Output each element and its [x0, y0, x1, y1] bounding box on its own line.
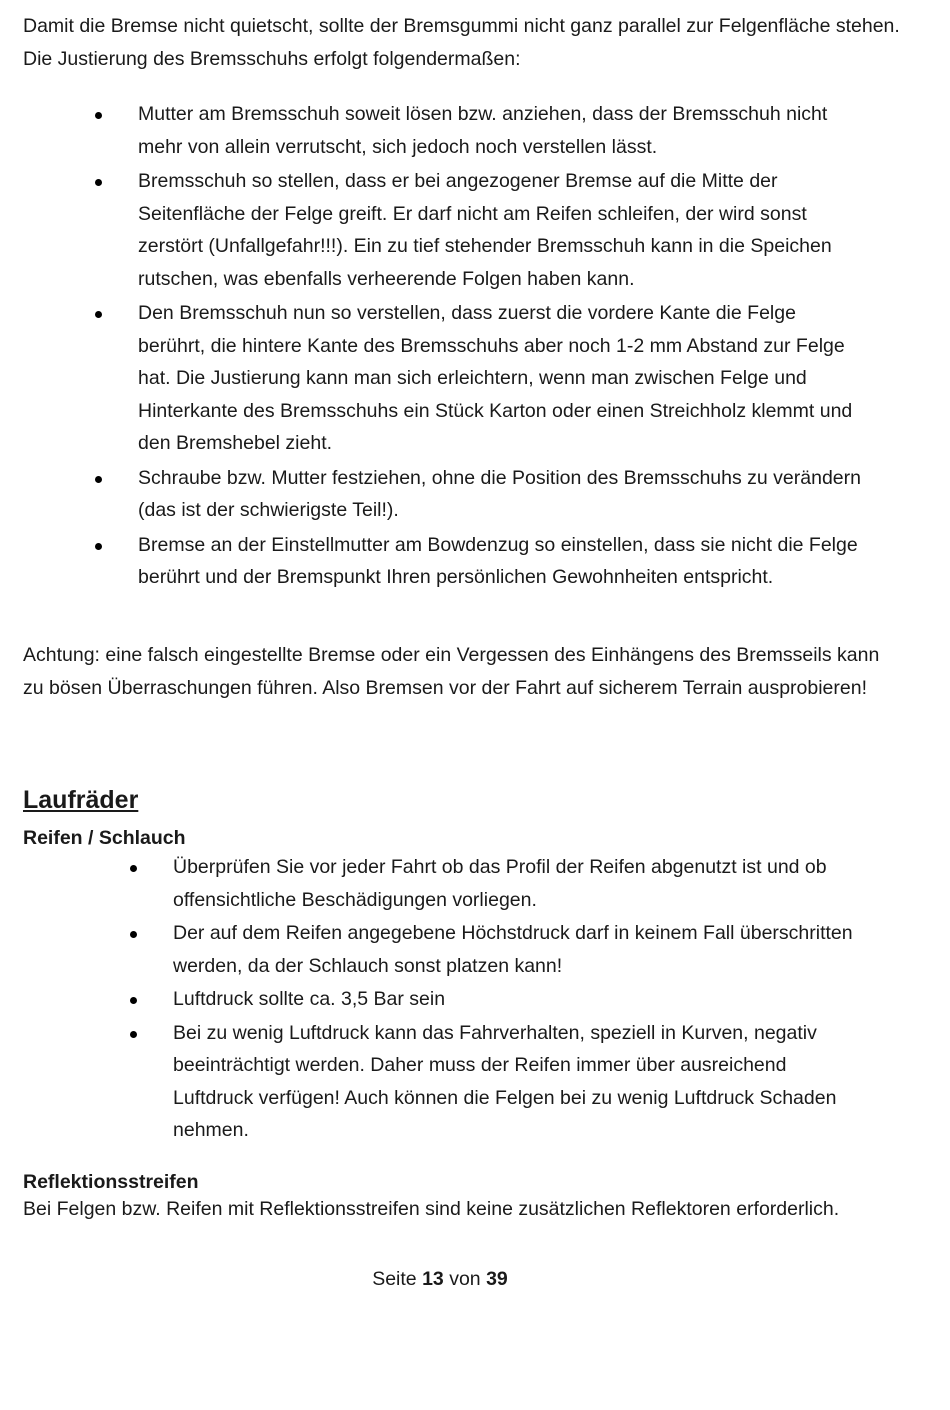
bullet-icon: [130, 931, 137, 938]
list-item: [173, 917, 853, 982]
bullet-icon: [95, 311, 102, 318]
list-item: [138, 462, 863, 527]
list-item-text: Bei zu wenig Luftdruck kann das Fahrverhalten, speziell in Kurven, negativ beeinträchtigt werden. Daher muss der Reifen immer über ausreichend Luftdruck verfügen! Auch können die Felgen bei zu wenig Luftdruck Schaden nehmen.: [173, 1021, 837, 1141]
list-item: [138, 529, 863, 594]
list-item-text: Bremsschuh so stellen, dass er bei angezogener Bremse auf die Mitte der Seitenfläche der Felge greift. Er darf nicht am Reifen schleifen, der wird sonst zerstört (Unfallgefahr!!!). Ein zu tief stehender Bremsschuh kann in die Speichen rutschen, was ebenfalls verheerende Folgen haben kann.: [138, 170, 832, 290]
list-item-text: Schraube bzw. Mutter festziehen, ohne die Position des Bremsschuhs zu verändern (das ist der schwierigste Teil!).: [138, 466, 861, 521]
footer-middle: von: [449, 1268, 481, 1290]
list-item-text: Mutter am Bremsschuh soweit lösen bzw. anziehen, dass der Bremsschuh nicht mehr von allein verrutscht, sich jedoch noch verstellen lässt.: [138, 103, 828, 158]
tyre-check-list: [173, 851, 853, 1148]
footer-page-number: 13: [422, 1268, 444, 1290]
bullet-icon: [95, 543, 102, 550]
bullet-icon: [95, 179, 102, 186]
footer-page-total: 39: [486, 1268, 508, 1290]
list-item-text: Der auf dem Reifen angegebene Höchstdruck darf in keinem Fall überschritten werden, da der Schlauch sonst platzen kann!: [173, 922, 853, 977]
bullet-icon: [130, 997, 137, 1004]
list-item-text: Bremse an der Einstellmutter am Bowdenzug so einstellen, dass sie nicht die Felge berührt und der Bremspunkt Ihren persönlichen Gewohnheiten entspricht.: [138, 533, 858, 588]
bullet-icon: [95, 476, 102, 483]
page-footer: [0, 1264, 880, 1294]
tyres-heading: Reifen / Schlauch: [23, 827, 186, 849]
list-item-text: Luftdruck sollte ca. 3,5 Bar sein: [173, 988, 446, 1010]
list-item: [138, 165, 863, 295]
warning-paragraph: Achtung: eine falsch eingestellte Bremse oder ein Vergessen des Einhängens des Bremsseils kann zu bösen Überraschungen führen. Also Bremsen vor der Fahrt auf sicherem Terrain ausprobieren!: [23, 644, 880, 699]
list-item: [138, 297, 863, 460]
list-item-text: Den Bremsschuh nun so verstellen, dass zuerst die vordere Kante die Felge berührt, die hintere Kante des Bremsschuhs aber noch 1-2 mm Abstand zur Felge hat. Die Justierung kann man sich erleichtern, wenn man zwischen Felge und Hinterkante des Bremsschuhs ein Stück Karton oder einen Streichholz klemmt und den Bremshebel zieht.: [138, 302, 853, 454]
reflect-paragraph: Bei Felgen bzw. Reifen mit Reflektionsstreifen sind keine zusätzlichen Reflektoren erforderlich.: [23, 1198, 840, 1220]
list-item: [173, 983, 853, 1016]
list-item: [138, 98, 863, 163]
reflect-heading: Reflektionsstreifen: [23, 1171, 199, 1193]
list-item: [173, 1017, 853, 1147]
footer-prefix: Seite: [372, 1268, 417, 1290]
list-item-text: Überprüfen Sie vor jeder Fahrt ob das Profil der Reifen abgenutzt ist und ob offensichtliche Beschädigungen vorliegen.: [173, 856, 827, 911]
bullet-icon: [130, 1031, 137, 1038]
section-title: Laufräder: [23, 786, 139, 814]
bullet-icon: [95, 112, 102, 119]
bullet-icon: [130, 865, 137, 872]
brake-adjustment-list: [138, 98, 863, 596]
list-item: [173, 851, 853, 916]
intro-paragraph: Damit die Bremse nicht quietscht, sollte der Bremsgummi nicht ganz parallel zur Felgenfläche stehen. Die Justierung des Bremsschuhs erfolgt folgendermaßen:: [23, 15, 900, 70]
